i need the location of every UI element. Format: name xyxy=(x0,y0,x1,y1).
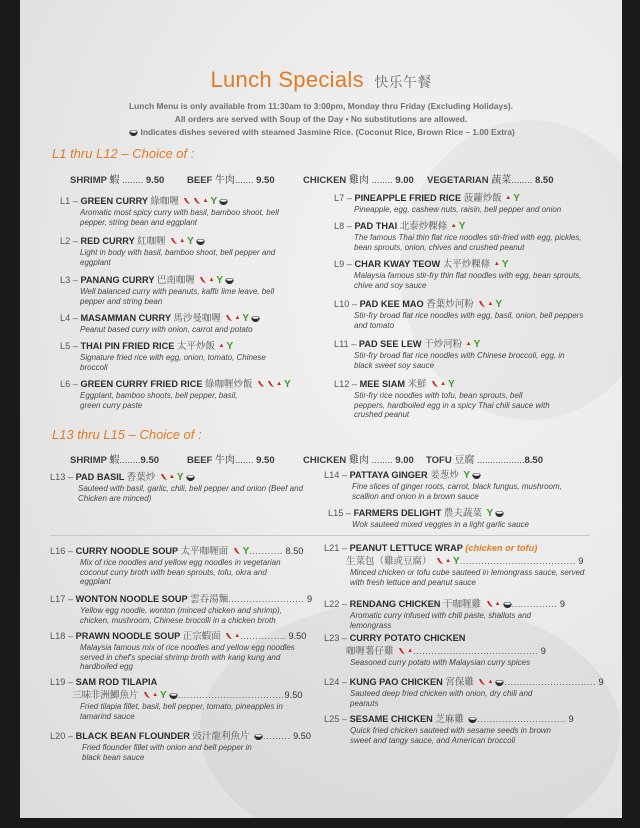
menu-item-l20: L20 – BLACK BEAN FLOUNDER 豉汁龍利魚片 ......... 9.50 Fried flounder fillet with onion and bell pepper in black bean sauce xyxy=(50,731,311,762)
menu-item-l10: L10 – PAD KEE MAO 香葉炒河粉 ▲ Y Stir-fry broad flat rice noodles with egg, basil, onion, bell peppers and tomato xyxy=(334,299,584,330)
menu-item-l7: L7 – PINEAPPLE FRIED RICE 菠蘿炒飯 ▲ Y Pineapple, egg, cashew nuts, raisin, bell pepper and onion xyxy=(334,193,562,214)
menu-item-l5: L5 – THAI PIN FRIED RICE 太平炒飯 ▲ Y Signature fried rice with egg, onion, tomato, Chinese broccoli xyxy=(60,341,266,372)
menu-item-l25: L25 – SESAME CHICKEN 芝麻雞 ............................. 9 Quick fried chicken sauteed with sesame seeds in brown sweet and tangy sauce, and American broccoli xyxy=(324,714,574,745)
chili-icon xyxy=(398,647,406,655)
section2-price-beef: BEEF 牛肉....... 9.50 xyxy=(187,455,275,466)
rice-note xyxy=(20,127,622,137)
section2-price-shrimp: SHRIMP 蝦........9.50 xyxy=(70,455,160,466)
vegetarian-icon: Y xyxy=(448,379,455,390)
menu-item-l12: L12 – MEE SIAM 米鮮 ▲ Y Stir-fry rice noodles with tofu, bean sprouts, bell peppers, hardboiled egg in a spicy Thai chili sauce with crushed peanut xyxy=(334,379,550,420)
menu-item-l14: L14 – PATTAYA GINGER 姜葱炒 Y Fine slices of ginger roots, carrot, black fungus, mushroom, scallion and onion in a brown sauce xyxy=(324,470,562,501)
vegetarian-icon: Y xyxy=(210,196,218,207)
section1-price-chicken: CHICKEN 雞肉 ........ 9.00 xyxy=(303,175,414,186)
vegetarian-icon: Y xyxy=(242,546,250,557)
menu-item-l24: L24 – KUNG PAO CHICKEN 宮保雞 ▲ .............................. 9 Sauteed deep fried chicken with onion, dry chili and peanuts xyxy=(324,677,604,708)
vegetarian-icon: Y xyxy=(486,508,494,519)
soup-note: All orders are served with Soup of the Day • No substitutions are allowed. xyxy=(174,114,468,124)
chili-icon xyxy=(478,678,486,686)
menu-item-l3: L3 – PANANG CURRY 巴南咖喱 ▲ Y Well balanced curry with peanuts, kaffir lime leave, bell pepper and string bean xyxy=(60,275,275,306)
chili-icon xyxy=(225,632,233,640)
title-chinese: 快乐午餐 xyxy=(374,74,432,90)
vegetarian-icon: Y xyxy=(458,221,466,232)
menu-title xyxy=(20,67,622,93)
menu-item-l2: L2 – RED CURRY 紅咖喱 ▲ Y Light in body with basil, bamboo shoot, bell pepper and eggplant xyxy=(60,236,276,267)
chili-icon xyxy=(170,237,178,245)
chili-icon xyxy=(486,600,494,608)
chili-small-icon: ▲ xyxy=(202,198,209,204)
vegetarian-icon: Y xyxy=(453,556,460,567)
vegetarian-icon: Y xyxy=(176,472,184,483)
menu-item-l13: L13 – PAD BASIL 香葉炒 ▲ Y Sauteed with basil, garlic, chili, bell pepper and onion (Beef and Chicken are minced) xyxy=(50,472,304,503)
menu-item-l1: L1 – GREEN CURRY 綠咖喱 ▲ Y Aromatic most spicy curry with basil, bamboo shoot, bell pepper, string bean and eggplant xyxy=(60,196,279,227)
menu-item-l18: L18 – PRAWN NOODLE SOUP 正宗蝦面 ▲............... 9.50 Malaysia famous mix of rice noodles and yellow egg noodles served in chef's special shrimp broth with kang kung and hardboiled egg xyxy=(50,631,307,672)
chili-icon xyxy=(225,314,233,322)
rice-bowl-icon xyxy=(472,472,481,479)
rice-bowl-icon xyxy=(196,238,205,245)
chili-icon xyxy=(199,276,207,284)
rice-note-text: Indicates dishes severed with steamed Jasmine Rice. (Coconut Rice, Brown Rice – 1.00 Extra) xyxy=(140,127,515,137)
vegetarian-icon: Y xyxy=(242,313,250,324)
menu-item-l23: L23 – CURRY POTATO CHICKEN 咖喱薯仔雞 ▲......................................... 9 Seasoned curry potato with Malaysian curry spices xyxy=(324,633,546,667)
vegetarian-icon: Y xyxy=(495,299,502,310)
menu-item-l8: L8 – PAD THAI 北泰炒粿條 ▲ Y The famous Thai thin flat rice noodles stir-fried with egg, pickles, bean sprouts, onion, chives and crushed peanut xyxy=(334,221,582,252)
chili-icon xyxy=(193,197,201,205)
chili-icon xyxy=(436,557,444,565)
vegetarian-icon: Y xyxy=(513,193,520,204)
menu-item-l17: L17 – WONTON NOODLE SOUP 雲吞湯麵......................... 9 Yellow egg noodle, wonton (minced chicken and shrimp), chicken, mushroom, Chinese brocolli in a chicken broth xyxy=(50,594,313,625)
chili-icon xyxy=(233,547,241,555)
menu-item-l11: L11 – PAD SEE LEW 干炒河粉 ▲ Y Stir-fry broad flat rice noodles with Chinese broccoli, egg, in black sweet soy sauce xyxy=(334,339,565,370)
rice-bowl-icon xyxy=(219,198,228,205)
rice-bowl-icon xyxy=(169,692,178,699)
menu-item-l6: L6 – GREEN CURRY FRIED RICE 綠咖喱炒飯 ▲ Y Eggplant, bamboo shoots, bell pepper, basil, green curry paste xyxy=(60,379,291,410)
rice-bowl-icon xyxy=(503,601,512,608)
section2-price-tofu: TOFU 豆腐 ..................8.50 xyxy=(426,455,543,466)
rice-bowl-icon xyxy=(495,510,504,517)
section2-price-chicken: CHICKEN 雞肉 ........ 9.00 xyxy=(303,455,414,466)
rice-bowl-icon xyxy=(251,315,260,322)
menu-item-l9: L9 – CHAR KWAY TEOW 太平炒粿條 ▲ Y Malaysia famous stir-fry thin flat noodles with egg, bean sprouts, chive and soy sauce xyxy=(334,259,582,290)
chili-icon xyxy=(478,300,486,308)
vegetarian-icon: Y xyxy=(216,275,224,286)
chili-icon xyxy=(143,691,151,699)
rice-bowl-icon xyxy=(225,277,234,284)
rice-bowl-icon xyxy=(129,129,138,136)
menu-item-l4: L4 – MASAMMAN CURRY 馬沙曼咖喱 ▲ Y Peanut based curry with onion, carrot and potato xyxy=(60,310,290,335)
rice-bowl-icon xyxy=(254,733,263,740)
chili-icon xyxy=(431,380,439,388)
menu-item-l21: L21 – PEANUT LETTUCE WRAP (chicken or tofu) 生菜包（雞或豆腐） ▲ Y...................................... 9 Minced chicken or tofu cube sauteed in lemongrass sauce, served with fresh lettuce and peanut sauce xyxy=(324,543,585,587)
chili-icon xyxy=(257,380,265,388)
menu-item-l22: L22 – RENDANG CHICKEN 干咖喱雞 ▲ ............... 9 Aromatic curry infused with chili paste, shallots and lemongrass xyxy=(324,599,565,630)
section1-price-vegetarian: VEGETARIAN 蔬菜........ 8.50 xyxy=(427,175,554,186)
section1-price-beef: BEEF 牛肉....... 9.50 xyxy=(187,175,275,186)
vegetarian-icon: Y xyxy=(463,470,470,481)
rice-bowl-icon xyxy=(186,474,195,481)
section2-title: L13 thru L15 – Choice of : xyxy=(52,427,202,442)
section1-title: L1 thru L12 – Choice of : xyxy=(52,146,195,161)
chili-icon xyxy=(183,197,191,205)
menu-item-l16: L16 – CURRY NOODLE SOUP 太平咖喱面 Y........... 8.50 Mix of rice noodles and yellow egg noodles in vegetarian coconut curry broth with bean sprouts, tofu, okra and eggplant xyxy=(50,546,304,587)
menu-item-l15: L15 – FARMERS DELIGHT 農夫蔬菜 Y Wok sauteed mixed veggies in a light garlic sauce xyxy=(328,508,529,529)
title-text: Lunch Specials xyxy=(210,67,364,92)
section-divider xyxy=(50,535,590,536)
menu-item-l19: L19 – SAM ROD TILAPIA 三味非洲鯽魚片 ▲ Y ...................................9.50 Fried tilapia fillet, basil, bell pepper, tomato, pineapples in tamarind sauce xyxy=(50,677,303,721)
vegetarian-icon: Y xyxy=(501,259,509,270)
menu-page xyxy=(20,0,622,818)
vegetarian-icon: Y xyxy=(473,339,481,350)
vegetarian-icon: Y xyxy=(226,341,234,352)
chili-icon xyxy=(160,473,168,481)
vegetarian-icon: Y xyxy=(284,379,291,390)
hours-note: Lunch Menu is only available from 11:30am to 3:00pm, Monday thru Friday (Excluding Holidays). xyxy=(129,101,513,111)
vegetarian-icon: Y xyxy=(187,236,194,247)
vegetarian-icon: Y xyxy=(160,690,167,701)
section1-price-shrimp: SHRIMP 蝦 ........ 9.50 xyxy=(70,175,165,186)
chili-icon xyxy=(267,380,275,388)
